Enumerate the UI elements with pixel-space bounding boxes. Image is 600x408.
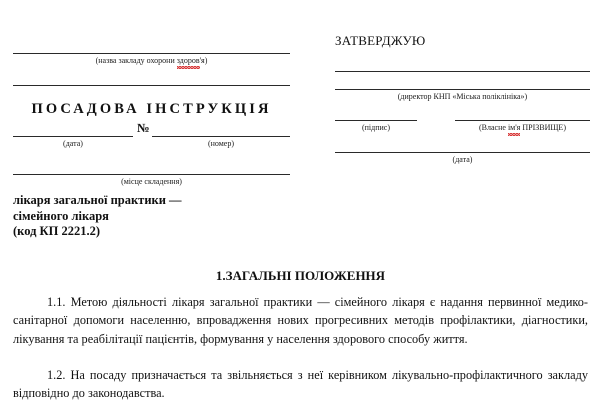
paragraph-1-2: 1.2. На посаду призначається та звільняється з неї керівником лікувально-профілактичного закладу відповідно до законодавства. [13, 368, 588, 401]
owner-name-caption [455, 123, 590, 133]
owner-name-rule [455, 120, 590, 121]
director-upper-rule [335, 71, 590, 72]
organization-name-rule [13, 53, 290, 54]
organization-name-caption [13, 56, 290, 66]
section-heading-general-provisions: 1.ЗАГАЛЬНІ ПОЛОЖЕННЯ [215, 268, 386, 283]
doc-number-rule [152, 136, 290, 137]
job-title-line-1: лікаря загальної практики — [13, 193, 182, 207]
paragraph-1-1: 1.1. Метою діяльності лікаря загальної практики — сімейного лікаря є надання первинної медико-санітарної допомоги населенню, впровадження нових прогресивних методів профілактики, діагностики, лікування та реабілітації пацієнтів, формування у населення здорового способу життя. [13, 295, 588, 346]
job-title [13, 193, 263, 240]
doc-number-caption: (номер) [207, 139, 235, 148]
doc-place-caption: (місце складення) [121, 177, 182, 186]
number-sign-label: № [137, 121, 150, 135]
director-caption: (директор КНП «Міська поліклініка») [397, 92, 528, 101]
signature-rule [335, 120, 417, 121]
doc-place-rule [13, 174, 290, 175]
spellcheck-underline-zdorov: здоров [176, 56, 200, 65]
approval-date-caption: (дата) [452, 155, 473, 164]
job-title-line-2: сімейного лікаря [13, 208, 109, 223]
signature-caption: (підпис) [361, 123, 390, 132]
director-rule [335, 89, 590, 90]
organization-name-caption-open: (назва закладу охорони [95, 56, 177, 65]
owner-name-caption-suffix: ПРІЗВИЩЕ) [520, 123, 566, 132]
job-title-line-3: (код КП 2221.2) [13, 224, 100, 238]
approval-date-rule [335, 152, 590, 153]
organization-second-rule [13, 85, 290, 86]
doc-date-caption: (дата) [63, 139, 83, 148]
approve-label: ЗАТВЕРДЖУЮ [335, 33, 426, 48]
owner-name-caption-prefix: (Власне [479, 123, 508, 132]
organization-name-caption-close: 'я) [199, 56, 208, 65]
doc-date-rule [13, 136, 133, 137]
spellcheck-underline-imya: ім'я [507, 123, 521, 132]
page-title: ПОСАДОВА ІНСТРУКЦІЯ [31, 101, 272, 117]
